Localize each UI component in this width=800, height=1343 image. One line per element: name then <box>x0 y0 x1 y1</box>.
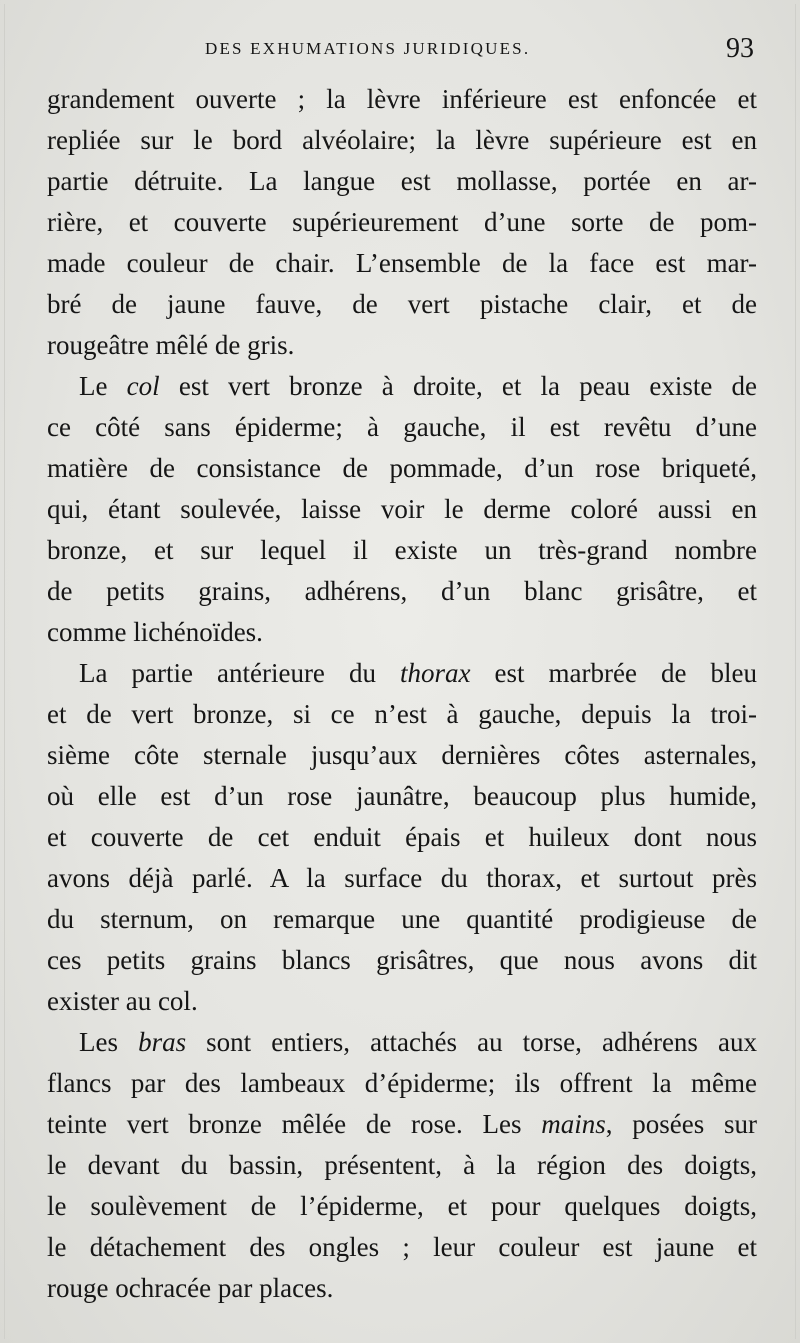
text-line: et de vert bronze, si ce n’est à gauche, depuis la troi- <box>47 699 757 729</box>
text-line: partie détruite. La langue est mollasse, portée en ar- <box>47 166 757 196</box>
paragraph-face <box>47 79 757 366</box>
text-line: le soulèvement de l’épiderme, et pour quelques doigts, <box>47 1191 757 1221</box>
paragraph-bras <box>47 1022 757 1309</box>
text-line: du sternum, on remarque une quantité prodigieuse de <box>47 904 757 934</box>
text-line: made couleur de chair. L’ensemble de la face est mar- <box>47 248 757 278</box>
text-line: le détachement des ongles ; leur couleur est jaune et <box>47 1232 757 1262</box>
text-line: avons déjà parlé. A la surface du thorax, et surtout près <box>47 863 757 893</box>
text-line: comme lichénoïdes. <box>47 617 263 647</box>
text-line: repliée sur le bord alvéolaire; la lèvre supérieure est en <box>47 125 757 155</box>
text-line: qui, étant soulevée, laisse voir le derme coloré aussi en <box>47 494 757 524</box>
text-line: de petits grains, adhérens, d’un blanc grisâtre, et <box>47 576 757 606</box>
text-line: exister au col. <box>47 986 198 1016</box>
text-line: matière de consistance de pommade, d’un rose briqueté, <box>47 453 757 483</box>
text-line: bronze, et sur lequel il existe un très-grand nombre <box>47 535 757 565</box>
page-number: 93 <box>726 33 754 64</box>
running-head <box>0 33 800 73</box>
text-line: et couverte de cet enduit épais et huileux dont nous <box>47 822 757 852</box>
text-line: La partie antérieure du thorax est marbrée de bleu <box>79 658 757 688</box>
text-line: sième côte sternale jusqu’aux dernières côtes asternales, <box>47 740 757 770</box>
text-line: ce côté sans épiderme; à gauche, il est revêtu d’une <box>47 412 757 442</box>
paragraph-col <box>47 366 757 653</box>
text-line: le devant du bassin, présentent, à la région des doigts, <box>47 1150 757 1180</box>
text-line: rière, et couverte supérieurement d’une sorte de pom- <box>47 207 757 237</box>
text-line: rouge ochracée par places. <box>47 1273 334 1303</box>
text-line: grandement ouverte ; la lèvre inférieure est enfoncée et <box>47 84 757 114</box>
text-line: Le col est vert bronze à droite, et la peau existe de <box>79 371 757 401</box>
text-line: bré de jaune fauve, de vert pistache clair, et de <box>47 289 757 319</box>
text-line: ces petits grains blancs grisâtres, que nous avons dit <box>47 945 757 975</box>
running-title: DES EXHUMATIONS JURIDIQUES. <box>205 39 531 58</box>
body-text <box>47 79 757 1309</box>
text-line: teinte vert bronze mêlée de rose. Les mains, posées sur <box>47 1109 757 1139</box>
text-line: où elle est d’un rose jaunâtre, beaucoup plus humide, <box>47 781 757 811</box>
paragraph-thorax <box>47 653 757 1022</box>
text-line: rougeâtre mêlé de gris. <box>47 330 295 360</box>
text-line: flancs par des lambeaux d’épiderme; ils offrent la même <box>47 1068 757 1098</box>
text-line: Les bras sont entiers, attachés au torse, adhérens aux <box>79 1027 758 1057</box>
